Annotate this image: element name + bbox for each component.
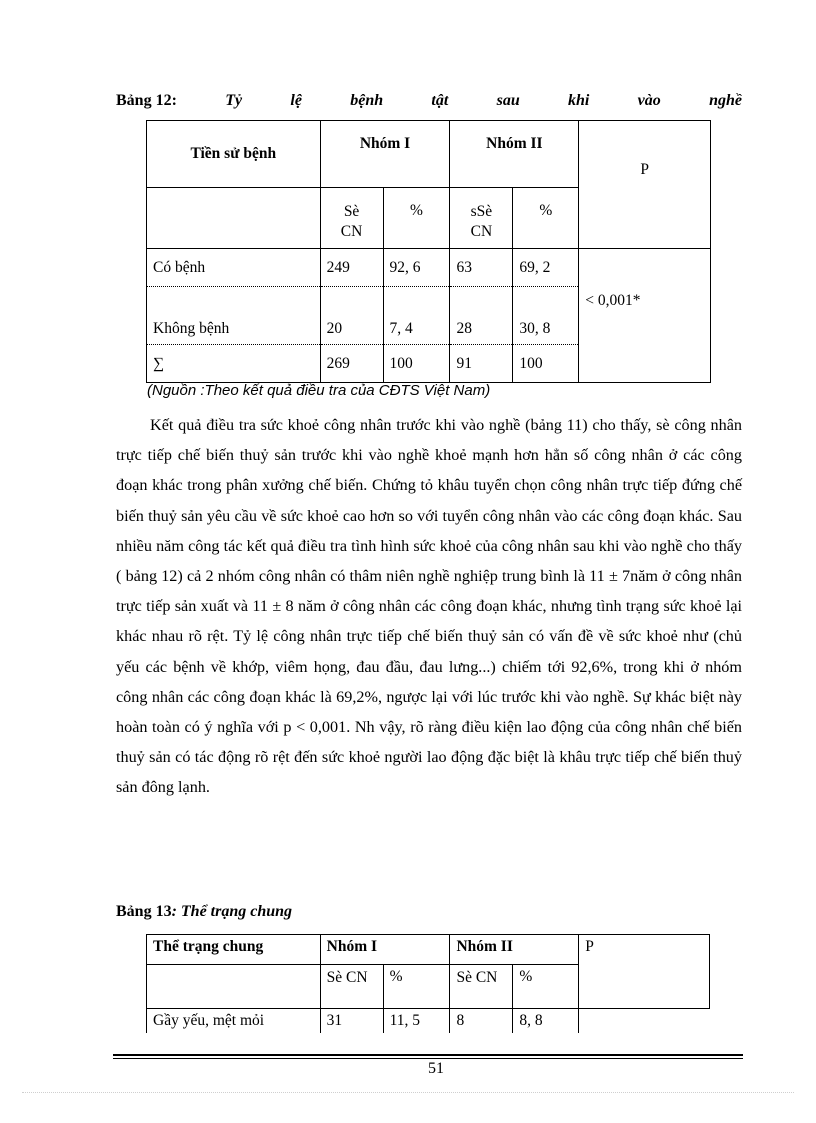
- header-disease-history: Tiền sử bệnh: [147, 121, 321, 188]
- table-cell: 249: [320, 249, 383, 287]
- header-group1: Nhóm I: [320, 935, 450, 965]
- table-cell: 91: [450, 345, 513, 383]
- header-p: P: [579, 121, 711, 249]
- header-group2: Nhóm II: [450, 121, 579, 188]
- header-pct2: %: [513, 188, 579, 249]
- table12-caption-word: bệnh: [350, 92, 384, 109]
- header-empty: [147, 965, 321, 1009]
- table13-caption-title: : Thể trạng chung: [171, 903, 293, 920]
- footer-rule: [113, 1054, 743, 1056]
- table-cell: 92, 6: [383, 249, 450, 287]
- table13-caption: [116, 903, 292, 921]
- table-row-label: Không bệnh: [147, 287, 321, 345]
- table-row-label: Có bệnh: [147, 249, 321, 287]
- header-count2: sSè CN: [450, 188, 513, 249]
- header-count1: Sè CN: [320, 188, 383, 249]
- table12-caption-word: tật: [431, 92, 449, 109]
- table-cell: 20: [320, 287, 383, 345]
- table-cell: 7, 4: [383, 287, 450, 345]
- page-cut-mask: [140, 1033, 720, 1053]
- header-group1: Nhóm I: [320, 121, 450, 188]
- table-cell: 28: [450, 287, 513, 345]
- header-empty: [147, 188, 321, 249]
- p-value: < 0,001*: [579, 249, 711, 383]
- page-edge-dots: [22, 1092, 794, 1093]
- table-cell: 8, 8: [513, 1009, 579, 1041]
- table12-caption-word: nghề: [709, 92, 742, 109]
- table12-caption-word: lệ: [290, 92, 302, 109]
- table13: [146, 934, 710, 1041]
- table12-caption-word: khi: [568, 92, 590, 109]
- table12-caption-word: sau: [496, 92, 520, 109]
- table-cell: 8: [450, 1009, 513, 1041]
- table-row-label: ∑: [147, 345, 321, 383]
- table-row-label: Gầy yếu, mệt mỏi: [147, 1009, 321, 1041]
- header-p: P: [579, 935, 710, 1009]
- table-cell: 269: [320, 345, 383, 383]
- table-cell: 100: [383, 345, 450, 383]
- table12-caption: [116, 92, 742, 118]
- header-pct1: %: [383, 965, 450, 1009]
- table12-caption-word: vào: [637, 92, 661, 109]
- table-cell: 31: [320, 1009, 383, 1041]
- header-pct2: %: [513, 965, 579, 1009]
- header-group2: Nhóm II: [450, 935, 579, 965]
- table12-source: (Nguồn :Theo kết quả điều tra của CĐTS Việt Nam): [147, 382, 491, 399]
- header-count2: Sè CN: [450, 965, 513, 1009]
- table-cell: 30, 8: [513, 287, 579, 345]
- table12-caption-word: Tỷ: [225, 92, 243, 109]
- table13-caption-prefix: Bảng 13: [116, 903, 172, 920]
- header-pct1: %: [383, 188, 450, 249]
- table12: [146, 120, 711, 383]
- table12-caption-prefix: Bảng 12:: [116, 92, 177, 109]
- table-cell: 100: [513, 345, 579, 383]
- header-count1: Sè CN: [320, 965, 383, 1009]
- body-paragraph: Kết quả điều tra sức khoẻ công nhân trước khi vào nghề (bảng 11) cho thấy, sè công nhân trực tiếp chế biến thuỷ sản trước khi vào nghề khoẻ mạnh hơn hẳn số công nhân ở các công đoạn khác trong phân xưởng chế biến. Chứng tỏ khâu tuyển chọn công nhân trực tiếp đứng chế biến thuỷ sản yêu cầu về sức khoẻ cao hơn so với tuyển công nhân vào các công đoạn khác. Sau nhiều năm công tác kết quả điều tra tình hình sức khoẻ của công nhân sau khi vào nghề cho thấy ( bảng 12) cả 2 nhóm công nhân có thâm niên nghề nghiệp trung bình là 11 ± 7năm ở công nhân trực tiếp sản xuất và 11 ± 8 năm ở công nhân các công đoạn khác, nhưng tình trạng sức khoẻ lại khác nhau rõ rệt. Tỷ lệ công nhân trực tiếp chế biến thuỷ sản có vấn đề về sức khoẻ như (chủ yếu các bệnh về khớp, viêm họng, đau đầu, đau lưng...) chiếm tới 92,6%, trong khi ở nhóm công nhân các công đoạn khác là 69,2%, ngược lại với lúc trước khi vào nghề. Sự khác biệt này hoàn toàn có ý nghĩa với p < 0,001. Nh vậy, rõ ràng điều kiện lao động của công nhân chế biến thuỷ sản có tác động rõ rệt đến sức khoẻ người lao động đặc biệt là khâu trực tiếp chế biến thuỷ sản đông lạnh.: [116, 416, 742, 797]
- footer-rule: [113, 1058, 743, 1059]
- page-number: 51: [428, 1060, 444, 1077]
- table-cell: 69, 2: [513, 249, 579, 287]
- table-cell: 63: [450, 249, 513, 287]
- table-cell: 11, 5: [383, 1009, 450, 1041]
- header-general-state: Thể trạng chung: [147, 935, 321, 965]
